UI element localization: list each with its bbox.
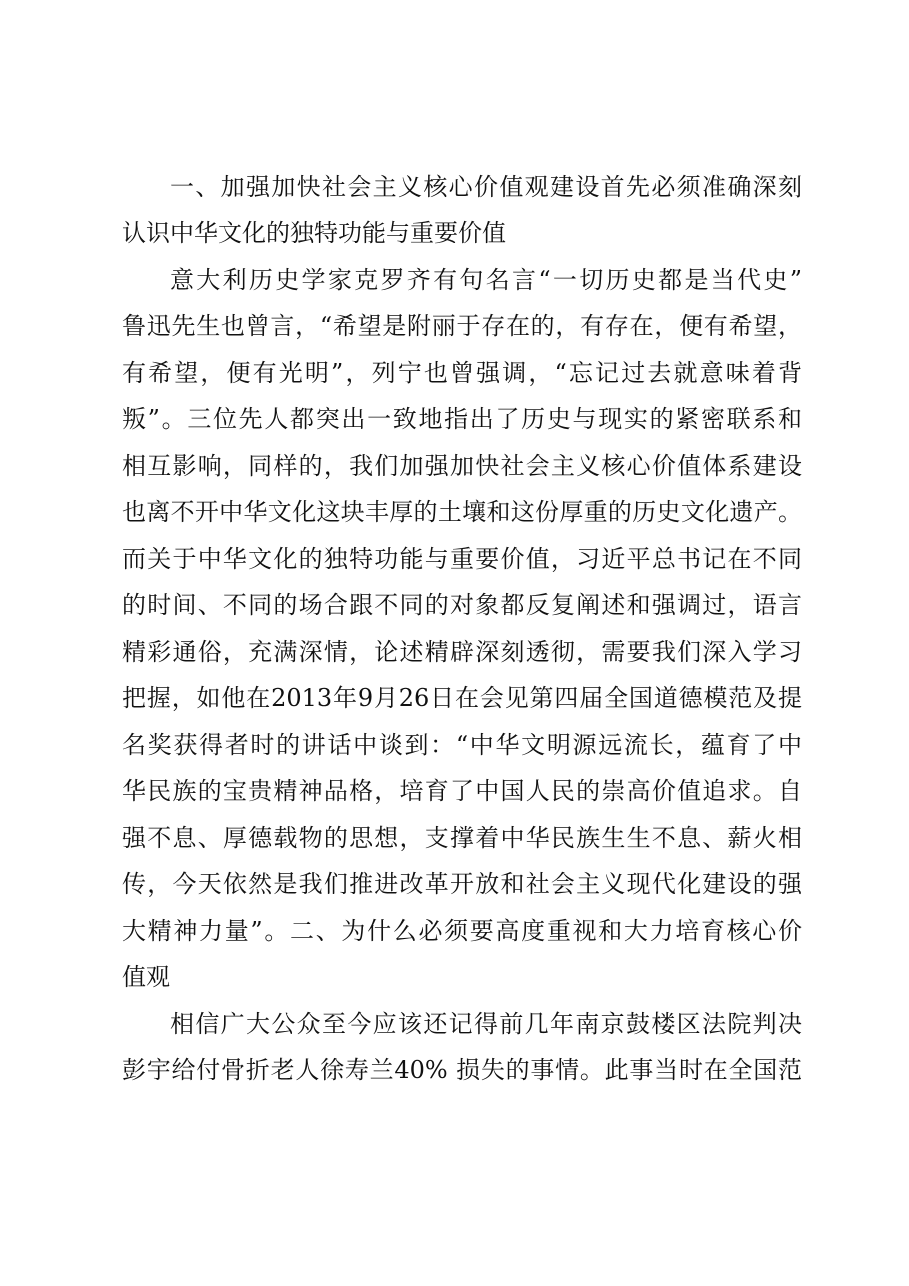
- text-line-19: 相信广大公众至今应该还记得前几年南京鼓楼区法院判决: [170, 1010, 802, 1038]
- text-line-7: 相互影响，同样的，我们加强加快社会主义核心价值体系建设: [122, 452, 802, 480]
- text-line-12: 把握，如他在2013年9月26日在会见第四届全国道德模范及提: [122, 684, 802, 712]
- text-line-20: 彭宇给付骨折老人徐寿兰40% 损失的事情。此事当时在全国范: [122, 1056, 802, 1084]
- text-line-1: 一、加强加快社会主义核心价值观建设首先必须准确深刻: [170, 173, 802, 201]
- text-line-11: 精彩通俗，充满深情，论述精辟深刻透彻，需要我们深入学习: [122, 638, 802, 666]
- text-line-15: 强不息、厚德载物的思想，支撑着中华民族生生不息、薪火相: [122, 824, 802, 852]
- text-line-17: 大精神力量”。二、为什么必须要高度重视和大力培育核心价: [122, 917, 802, 945]
- text-line-13: 名奖获得者时的讲话中谈到：“中华文明源远流长，蕴育了中: [122, 731, 802, 759]
- text-line-6: 叛”。三位先人都突出一致地指出了历史与现实的紧密联系和: [122, 405, 802, 433]
- text-line-9: 而关于中华文化的独特功能与重要价值，习近平总书记在不同: [122, 545, 802, 573]
- text-line-16: 传，今天依然是我们推进改革开放和社会主义现代化建设的强: [122, 870, 802, 898]
- text-line-18: 值观: [122, 963, 170, 991]
- text-line-3: 意大利历史学家克罗齐有句名言“一切历史都是当代史”: [170, 266, 802, 294]
- text-line-8: 也离不开中华文化这块丰厚的土壤和这份厚重的历史文化遗产。: [122, 498, 802, 526]
- text-line-10: 的时间、不同的场合跟不同的对象都反复阐述和强调过，语言: [122, 591, 802, 619]
- text-line-4: 鲁迅先生也曾言，“希望是附丽于存在的，有存在，便有希望，: [122, 312, 802, 340]
- text-line-14: 华民族的宝贵精神品格，培育了中国人民的崇高价值追求。自: [122, 777, 802, 805]
- text-line-2: 认识中华文化的独特功能与重要价值: [122, 219, 506, 247]
- text-line-5: 有希望，便有光明”，列宁也曾强调，“忘记过去就意味着背: [122, 359, 802, 387]
